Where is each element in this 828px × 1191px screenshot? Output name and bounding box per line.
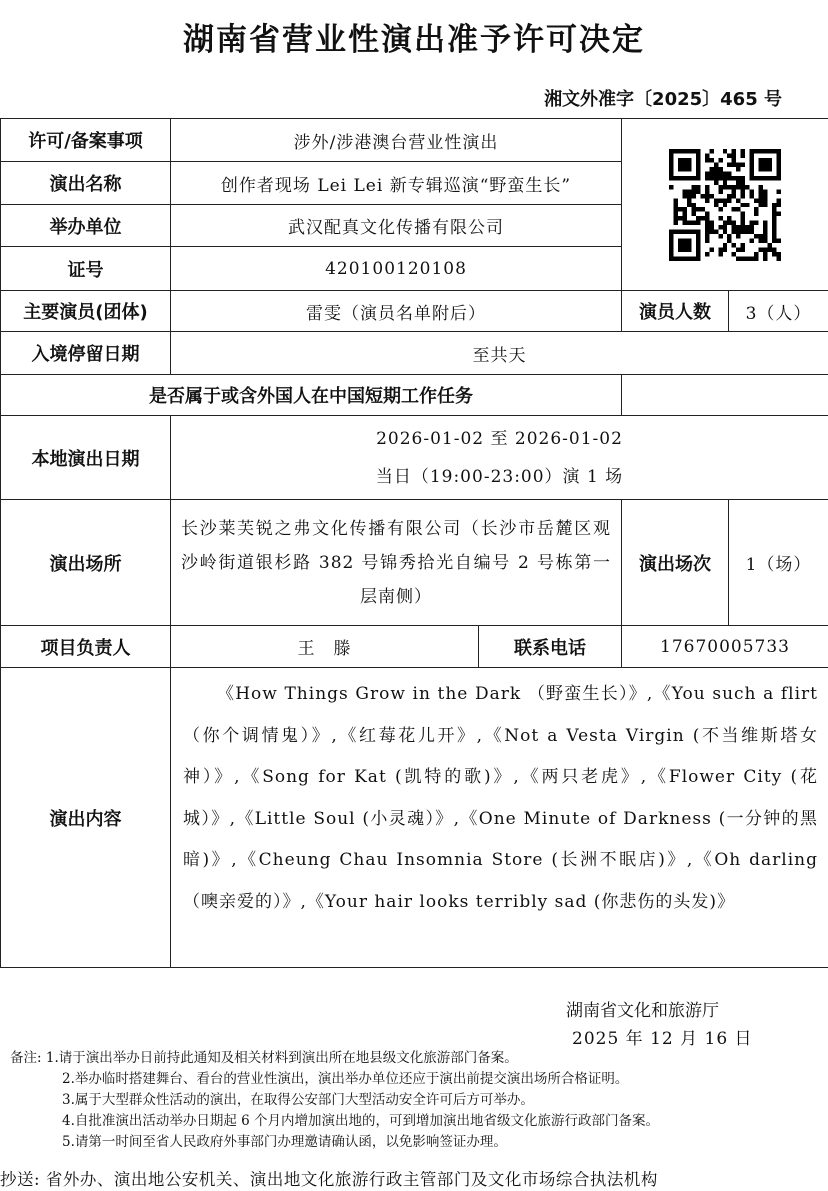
note-item: 1.请于演出举办日前持此通知及相关材料到演出所在地县级文化旅游部门备案。 (45, 1050, 518, 1066)
performer-count-label: 演员人数 (622, 291, 729, 332)
permit-item-label: 许可/备案事项 (1, 119, 171, 162)
issue-date: 2025 年 12 月 16 日 (572, 1029, 753, 1049)
license-no-label: 证号 (1, 247, 171, 291)
table-row (1, 291, 828, 332)
foreign-work-label: 是否属于或含外国人在中国短期工作任务 (1, 375, 622, 416)
issuing-authority: 湖南省文化和旅游厅 (566, 1001, 719, 1021)
manager-value: 王 滕 (171, 626, 479, 668)
qr-code-icon (669, 149, 781, 261)
permit-form-table (0, 118, 828, 968)
foreign-work-value (622, 375, 828, 416)
phone-value: 17670005733 (622, 626, 828, 668)
table-row (1, 626, 828, 668)
show-time: 当日（19:00-23:00）演 1 场 (375, 466, 624, 487)
sessions-value: 1（场） (729, 500, 828, 626)
date-range: 2026-01-02 至 2026-01-02 (376, 428, 623, 449)
table-row (1, 416, 828, 500)
venue-text: 长沙莱芙锐之弗文化传播有限公司（长沙市岳麓区观沙岭街道银杉路 382 号锦秀拾光自编号 2 号栋第一层南侧） (181, 518, 612, 607)
table-row (1, 375, 828, 416)
cc-value: 省外办、演出地公安机关、演出地文化旅游行政主管部门及文化市场综合执法机构 (45, 1170, 658, 1189)
local-dates-value (171, 416, 828, 500)
sessions-label: 演出场次 (622, 500, 729, 626)
organizer-value: 武汉配真文化传播有限公司 (171, 205, 622, 247)
show-name-label: 演出名称 (1, 162, 171, 205)
note-item: 5.请第一时间至省人民政府外事部门办理邀请确认函，以免影响签证办理。 (62, 1134, 507, 1150)
performer-count-value: 3（人） (729, 291, 828, 332)
note-item: 3.属于大型群众性活动的演出，在取得公安部门大型活动安全许可后方可举办。 (62, 1092, 534, 1108)
permit-item-value: 涉外/涉港澳台营业性演出 (171, 119, 622, 162)
cc-label: 抄送: (0, 1170, 41, 1189)
phone-label: 联系电话 (479, 626, 622, 668)
content-label: 演出内容 (1, 668, 171, 968)
performers-label: 主要演员(团体) (1, 291, 171, 332)
table-row (1, 500, 828, 626)
organizer-label: 举办单位 (1, 205, 171, 247)
venue-label: 演出场所 (1, 500, 171, 626)
stay-dates-value: 至共天 (171, 332, 828, 375)
show-name-value: 创作者现场 Lei Lei 新专辑巡演“野蛮生长” (171, 162, 622, 205)
license-no-value: 420100120108 (171, 247, 622, 291)
document-title: 湖南省营业性演出准予许可决定 (183, 22, 645, 58)
notes-label: 备注: (10, 1050, 42, 1066)
content-value (171, 668, 828, 968)
stay-dates-label: 入境停留日期 (1, 332, 171, 375)
local-dates-label: 本地演出日期 (1, 416, 171, 500)
table-row (1, 668, 828, 968)
table-row (1, 119, 828, 162)
notes-line (10, 1048, 659, 1069)
table-row (1, 332, 828, 375)
manager-label: 项目负责人 (1, 626, 171, 668)
song-list: 《How Things Grow in the Dark （野蛮生长）》,《You such a flirt（你个调情鬼）》,《红莓花儿开》,《Not a Vesta Virgin (不当维斯塔女神）》,《Song for Kat (凯特的歌)》,《两只老虎》,《Flower City (花城）》,《Little Soul (小灵魂）》,《One Minute of Darkness (一分钟的黑暗)》,《Cheung Chau Insomnia Store (长洲不眠店)》,《Oh darling（噢亲爱的）》,《Your hair looks terribly sad (你悲伤的头发)》 (183, 684, 819, 912)
performers-value: 雷雯（演员名单附后） (171, 291, 622, 332)
note-item: 4.自批准演出活动举办日期起 6 个月内增加演出地的，可到增加演出地省级文化旅游行政部门备案。 (62, 1113, 660, 1129)
note-item: 2.举办临时搭建舞台、看台的营业性演出，演出举办单位还应于演出前提交演出场所合格证明。 (62, 1071, 629, 1087)
venue-value (171, 500, 622, 626)
qr-code-cell (622, 119, 828, 291)
cc-line (0, 1166, 658, 1190)
document-number: 湘文外准字〔2025〕465 号 (544, 89, 782, 110)
notes-section (10, 1048, 659, 1153)
